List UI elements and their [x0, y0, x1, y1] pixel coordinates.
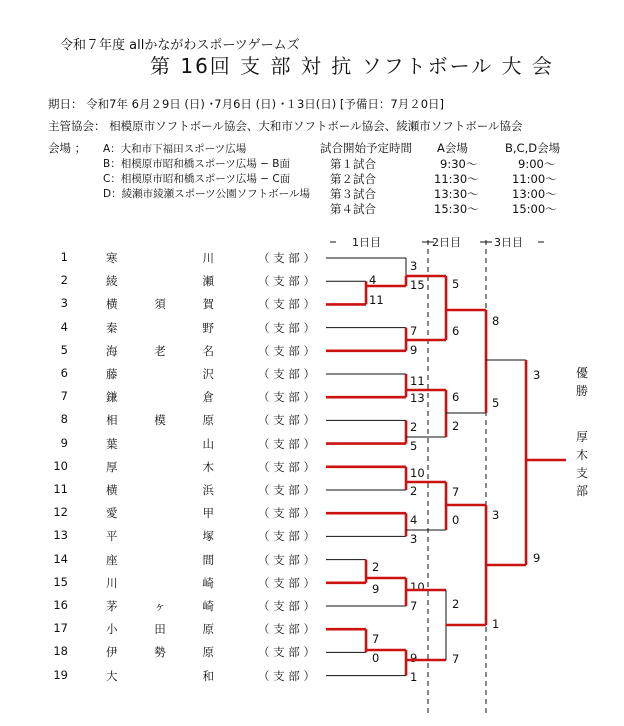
schedule-a-4: 15:30〜	[434, 202, 479, 216]
team-suffix: （ 支 部 ）	[258, 320, 315, 335]
score-label: 3	[410, 532, 418, 546]
score-label: 3	[533, 368, 541, 382]
score-label: 4	[369, 273, 377, 287]
score-label: 9	[410, 343, 418, 357]
score-label: 11	[369, 293, 384, 307]
schedule-game-1: 第１試合	[330, 157, 376, 171]
team-name: 座 間	[106, 552, 214, 567]
day-1-label: 1日目	[352, 236, 381, 249]
team-name: 鎌 倉	[106, 390, 214, 405]
day-2-label: 2日目	[432, 236, 461, 249]
team-number: 11	[53, 482, 68, 496]
venue-b: B：相模原市昭和橋スポーツ広場 − B面	[103, 158, 290, 170]
schedule-a-2: 11:30〜	[434, 172, 479, 186]
subtitle: 令和７年度 allかながわスポーツゲームズ	[60, 38, 300, 53]
score-label: 2	[410, 484, 418, 498]
team-number: 17	[53, 621, 68, 636]
team-suffix: （ 支 部 ）	[258, 297, 315, 312]
team-suffix: （ 支 部 ）	[258, 529, 315, 544]
team-suffix: （ 支 部 ）	[258, 436, 315, 451]
winner-team: 厚木支部	[575, 430, 588, 498]
score-label: 2	[452, 419, 460, 433]
team-name: 大 和	[106, 668, 214, 683]
schedule-header-time: 試合開始予定時間	[320, 141, 412, 155]
team-suffix: （ 支 部 ）	[258, 506, 315, 521]
team-name: 横 須 賀	[106, 297, 214, 312]
team-suffix: （ 支 部 ）	[258, 343, 315, 358]
team-name: 綾 瀬	[106, 274, 214, 289]
team-number: 13	[53, 528, 68, 543]
team-suffix: （ 支 部 ）	[258, 251, 315, 265]
score-label: 7	[410, 599, 418, 613]
schedule-a-1: 9:30〜	[440, 157, 478, 171]
team-number: 6	[60, 366, 68, 380]
score-label: 1	[410, 670, 418, 684]
schedule-game-3: 第３試合	[330, 187, 376, 201]
schedule-a-3: 13:30〜	[434, 187, 479, 201]
team-name: 小 田 原	[106, 622, 214, 637]
score-label: 0	[372, 651, 380, 665]
score-label: 2	[372, 560, 380, 574]
schedule-bcd-3: 13:00〜	[512, 187, 557, 201]
team-number: 8	[60, 412, 68, 427]
team-number: 2	[60, 273, 68, 288]
team-suffix: （ 支 部 ）	[258, 390, 315, 405]
team-name: 相 模 原	[106, 413, 214, 428]
score-label: 1	[492, 617, 500, 631]
team-name: 伊 勢 原	[106, 645, 214, 660]
team-suffix: （ 支 部 ）	[258, 413, 315, 428]
score-label: 6	[452, 390, 460, 404]
team-number: 1	[60, 250, 68, 264]
team-number: 9	[60, 435, 68, 450]
team-number: 16	[53, 598, 68, 612]
venue-d: D：綾瀬市綾瀬スポーツ公園ソフトボール場	[103, 188, 310, 200]
team-suffix: （ 支 部 ）	[258, 622, 315, 637]
team-suffix: （ 支 部 ）	[258, 645, 315, 660]
team-number: 15	[53, 574, 68, 589]
score-label: 7	[410, 324, 418, 338]
score-label: 9	[533, 551, 541, 565]
score-label: 10	[410, 580, 425, 594]
team-number: 5	[60, 342, 68, 357]
schedule-bcd-2: 11:00〜	[512, 172, 557, 186]
dates-line: 期日： 令和7年 6月２9日 (日) ･7月6日 (日) ･１3日(日) [予備日：7月２0日]	[48, 97, 445, 111]
schedule-header-bcd: B,C,D会場	[505, 141, 561, 155]
score-label: 5	[410, 439, 418, 453]
team-suffix: （ 支 部 ）	[258, 599, 315, 613]
schedule-game-2: 第２試合	[330, 172, 376, 186]
score-label: 2	[452, 597, 460, 611]
team-number: 12	[53, 505, 68, 520]
score-label: 4	[410, 513, 418, 527]
team-number: 10	[53, 458, 68, 473]
team-name: 茅 ヶ 崎	[106, 599, 214, 613]
schedule-header-a: A会場	[437, 141, 468, 155]
venue-c: C：相模原市昭和橋スポーツ広場 − C面	[103, 173, 291, 185]
score-label: 8	[492, 314, 500, 328]
score-label: 15	[410, 278, 425, 292]
score-label: 7	[372, 632, 380, 646]
score-label: 3	[410, 259, 418, 273]
team-suffix: （ 支 部 ）	[258, 483, 315, 497]
team-name: 寒 川	[106, 251, 214, 265]
score-label: 13	[410, 391, 425, 405]
team-name: 葉 山	[106, 436, 214, 451]
score-label: 3	[492, 508, 500, 522]
team-name: 平 塚	[106, 529, 214, 544]
team-suffix: （ 支 部 ）	[258, 367, 315, 381]
team-suffix: （ 支 部 ）	[258, 575, 315, 590]
team-name: 厚 木	[106, 459, 214, 474]
team-suffix: （ 支 部 ）	[258, 552, 315, 567]
score-label: 7	[452, 485, 460, 499]
team-number: 14	[53, 551, 68, 566]
team-suffix: （ 支 部 ）	[258, 274, 315, 289]
venue-a: A：大和市下福田スポーツ広場	[103, 143, 247, 155]
score-label: 9	[372, 582, 380, 596]
page-title: 第 16回 支 部 対 抗 ソフトボール 大 会	[150, 54, 554, 78]
team-name: 藤 沢	[106, 367, 214, 381]
venues-label: 会場 ；	[48, 141, 87, 155]
score-label: 7	[452, 652, 460, 666]
winner-label: 優勝	[575, 366, 588, 398]
score-label: 0	[452, 513, 460, 527]
schedule-game-4: 第４試合	[330, 202, 376, 216]
team-number: 19	[53, 667, 68, 682]
team-number: 18	[53, 644, 68, 659]
team-suffix: （ 支 部 ）	[258, 459, 315, 474]
day-3-label: 3日目	[494, 236, 523, 249]
score-label: 2	[410, 420, 418, 434]
score-label: 9	[410, 651, 418, 665]
team-name: 川 崎	[106, 575, 214, 590]
score-label: 5	[452, 277, 460, 291]
team-number: 4	[60, 319, 68, 334]
schedule-bcd-1: 9:00〜	[518, 157, 556, 171]
score-label: 5	[492, 396, 500, 410]
team-name: 愛 甲	[106, 506, 214, 521]
schedule-bcd-4: 15:00〜	[512, 202, 557, 216]
team-name: 秦 野	[106, 320, 214, 335]
score-label: 6	[452, 324, 460, 338]
score-label: 10	[410, 466, 425, 480]
score-label: 11	[410, 374, 425, 388]
team-name: 横 浜	[106, 483, 214, 497]
team-name: 海 老 名	[106, 343, 214, 358]
team-number: 3	[60, 296, 68, 311]
team-number: 7	[60, 389, 68, 404]
organizers-line: 主管協会： 相模原市ソフトボール協会、大和市ソフトボール協会、綾瀬市ソフトボール協会	[48, 119, 523, 133]
team-suffix: （ 支 部 ）	[258, 668, 315, 683]
